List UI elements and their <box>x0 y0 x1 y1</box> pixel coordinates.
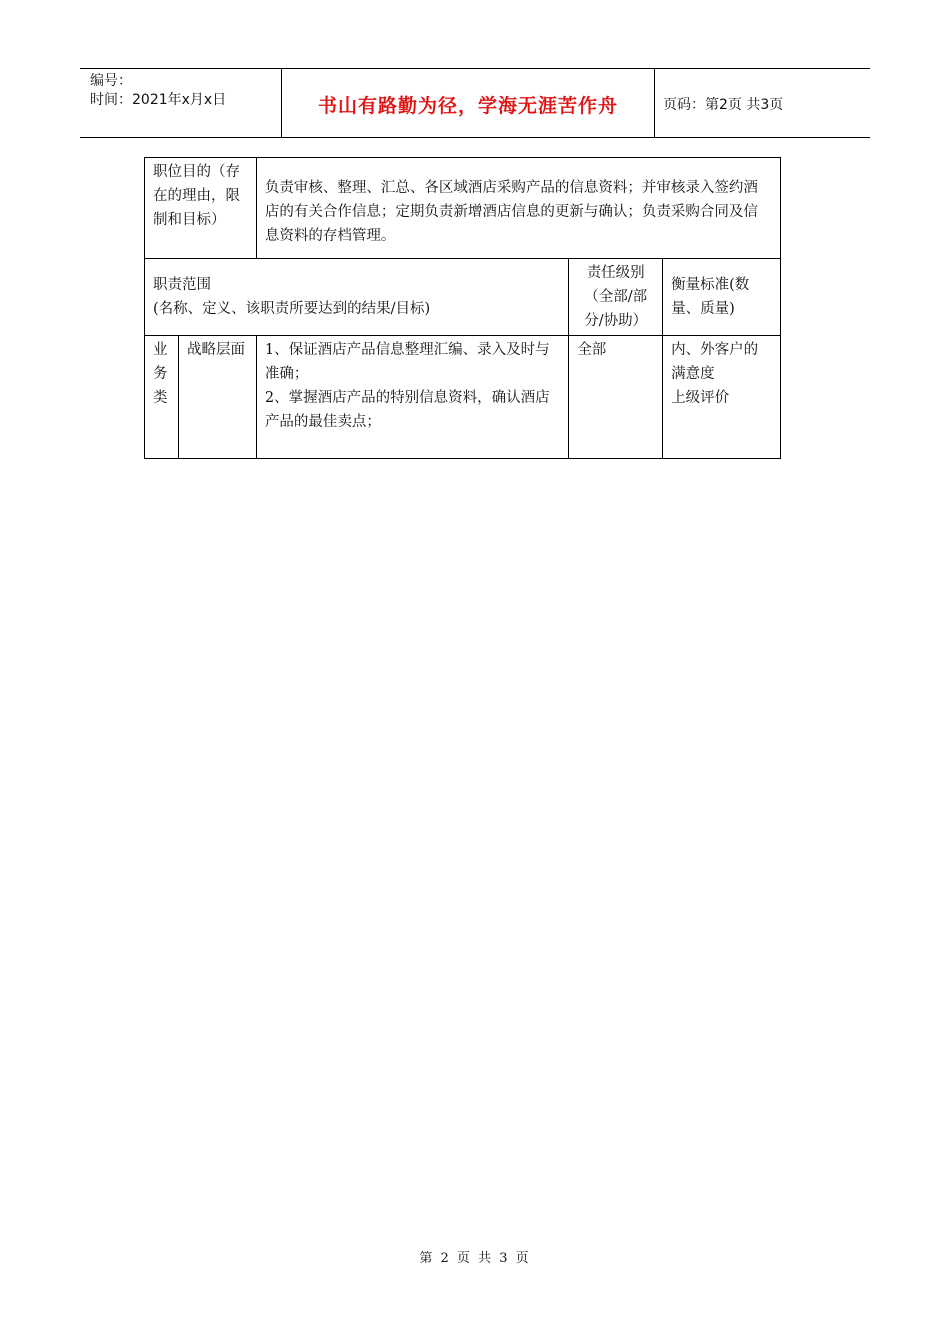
level-value-cell <box>569 336 663 459</box>
measure-item: 上级评价 <box>671 390 730 406</box>
header-divider <box>654 69 655 137</box>
purpose-text: 负责审核、整理、汇总、各区域酒店采购产品的信息资料；并审核录入签约酒店的有关合作信息；定期负责新增酒店信息的更新与确认；负责采购合同及信息资料的存档管理。 <box>264 180 758 244</box>
page-footer: 第 2 页 共 3 页 <box>419 1251 531 1266</box>
table-row <box>145 158 781 259</box>
table-row <box>145 259 781 336</box>
level-value: 全部 <box>577 342 607 358</box>
job-description-table <box>144 157 781 459</box>
purpose-text-cell <box>256 158 780 259</box>
header-motto: 书山有路勤为径，学海无涯苦作舟 <box>317 95 618 117</box>
page-header <box>80 68 870 138</box>
category-cell <box>145 336 179 459</box>
measure-item: 内、外客户的满意度 <box>671 342 759 382</box>
table-row <box>145 336 781 459</box>
number-label: 编号： <box>90 73 132 89</box>
scope-subheader: (名称、定义、该职责所要达到的结果/目标) <box>153 301 431 317</box>
time-label: 时间：2021年x月x日 <box>90 92 227 108</box>
subcategory-label: 战略层面 <box>186 342 245 358</box>
level-header: 责任级别（全部/部分/协助） <box>584 265 648 329</box>
header-page-number: 页码：第2页 共3页 <box>663 97 784 113</box>
measure-value-cell <box>663 336 781 459</box>
purpose-label-cell <box>145 158 257 259</box>
measure-header: 衡量标准(数量、质量) <box>671 277 750 317</box>
duties-cell <box>256 336 568 459</box>
duty-item: 2、掌握酒店产品的特别信息资料，确认酒店产品的最佳卖点； <box>264 390 550 430</box>
scope-header: 职责范围 <box>153 277 211 293</box>
level-header-cell <box>569 259 663 336</box>
purpose-label: 职位目的（存在的理由，限制和目标） <box>153 164 240 228</box>
header-meta <box>90 72 226 110</box>
subcategory-cell <box>178 336 256 459</box>
category-label: 业务类 <box>153 342 168 406</box>
measure-header-cell <box>663 259 781 336</box>
duty-item: 1、保证酒店产品信息整理汇编、录入及时与准确； <box>264 342 550 382</box>
scope-header-cell <box>145 259 569 336</box>
